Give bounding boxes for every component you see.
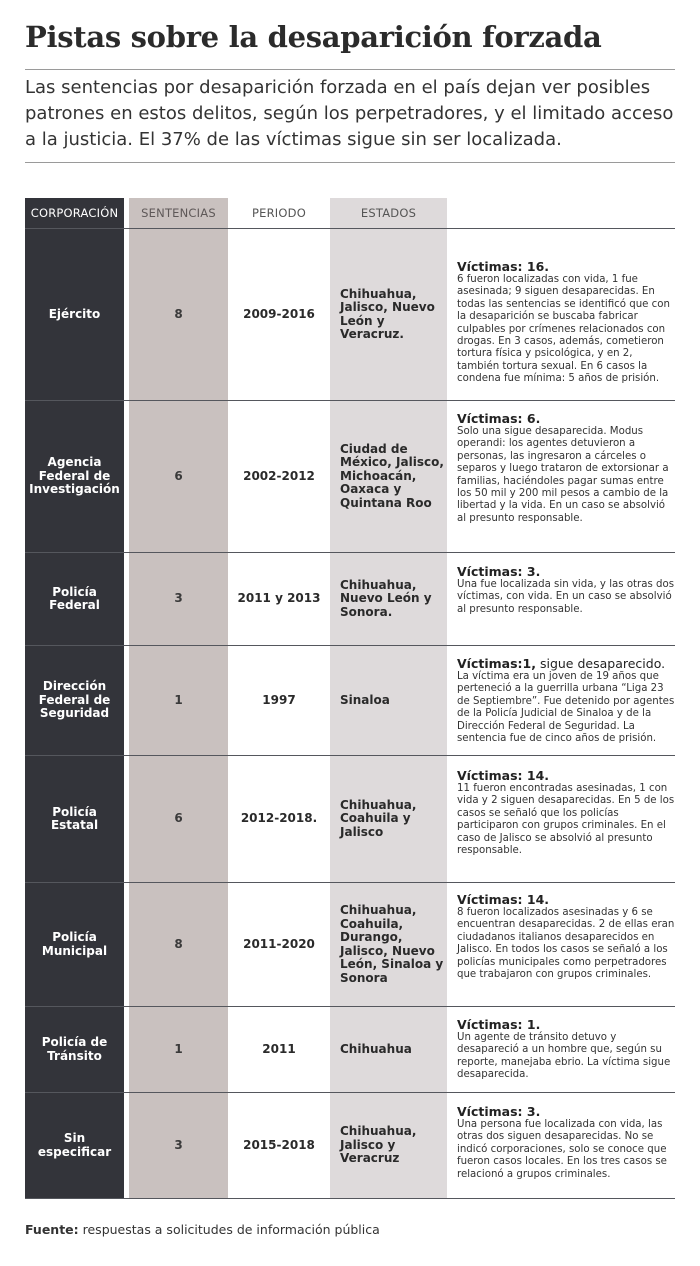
corporacion-cell [25, 883, 124, 1006]
victims-detail-text: 6 fueron localizadas con vida, 1 fue asesinada; 9 siguen desaparecidas. En todas las sentencias se identificó que con la desaparición se buscaba fabricar culpables por crímenes relacionados con drogas. En 3 casos, además, cometieron tortura física y psicológica, y en 2, también tortura sexual. En 6 casos la condena fue mínima: 5 años de prisión. [457, 274, 670, 385]
victims-count [457, 657, 675, 671]
corporacion-cell-text: Policía de Tránsito [41, 1035, 108, 1063]
header-periodo: PERIODO [252, 206, 306, 220]
periodo-cell-text: 2009-2016 [243, 306, 315, 321]
header-corporacion: CORPORACIÓN [30, 206, 119, 220]
sentencias-cell-text: 1 [174, 1041, 183, 1056]
periodo-cell-text: 2015-2018 [243, 1137, 315, 1152]
corporacion-cell [25, 229, 124, 400]
victims-count-label: Víctimas: 6. [457, 411, 541, 426]
estados-cell-text: Chihuahua, Jalisco y Veracruz [340, 1124, 417, 1166]
victims-description [457, 1105, 675, 1181]
corporacion-cell-text: Dirección Federal de Seguridad [38, 679, 111, 721]
sentencias-cell [129, 229, 228, 400]
periodo-cell-text: 2011-2020 [243, 936, 315, 951]
victims-description [457, 412, 675, 525]
header-sentencias: SENTENCIAS [141, 206, 216, 220]
sentencias-cell [129, 401, 228, 552]
victims-count-suffix: sigue desaparecido. [535, 656, 666, 671]
source-text: respuestas a solicitudes de información pública [78, 1222, 380, 1237]
periodo-cell [228, 1093, 330, 1198]
periodo-cell-text: 2002-2012 [243, 468, 315, 483]
victims-description [457, 565, 675, 616]
sentencias-cell-text: 3 [174, 1137, 183, 1152]
sentencias-cell [129, 646, 228, 755]
periodo-cell [228, 553, 330, 645]
estados-cell [340, 756, 447, 882]
source-footer [25, 1222, 380, 1237]
victims-description [457, 260, 675, 386]
victims-count [457, 260, 675, 274]
victims-count-label: Víctimas: 14. [457, 768, 550, 783]
corporacion-cell [25, 1007, 124, 1092]
estados-cell [340, 401, 447, 552]
victims-count-label: Víctimas: 16. [457, 259, 550, 274]
victims-description [457, 1018, 675, 1082]
sentencias-cell [129, 756, 228, 882]
victims-count [457, 565, 675, 579]
victims-count-label: Víctimas: 1. [457, 1017, 541, 1032]
periodo-cell [228, 883, 330, 1006]
periodo-cell-text: 1997 [262, 692, 296, 707]
victims-detail-text: La víctima era un joven de 19 años que perteneció a la guerrilla urbana “Liga 23 de Septiembre”. Fue detenido por agentes de la Policía Judicial de Sinaloa y de la Dirección Federal de Seguridad. La sentencia fue de cinco años de prisión. [457, 671, 675, 745]
estados-cell-text: Ciudad de México, Jalisco, Michoacán, Oaxaca y Quintana Roo [340, 441, 444, 510]
estados-cell-text: Chihuahua, Coahuila, Durango, Jalisco, Nuevo León, Sinaloa y Sonora [340, 903, 444, 985]
victims-count [457, 1018, 675, 1032]
estados-cell-text: Chihuahua, Jalisco, Nuevo León y Veracruz. [340, 286, 435, 341]
sentencias-cell-text: 6 [174, 811, 183, 826]
victims-detail-text: Solo una sigue desaparecida. Modus operandi: los agentes detuvieron a personas, las ingresaron a cárceles o separos y luego trataron de extorsionar a familias, haciéndoles pagar sumas entre los 50 mil y 200 mil pesos a cambio de la libertad y la vida. En un caso se absolvió al presunto responsable. [457, 426, 669, 524]
victims-description [457, 769, 675, 857]
intro-paragraph: Las sentencias por desaparición forzada en el país dejan ver posibles patrones en estos delitos, según los perpetradores, y el limitado acceso a la justicia. El 37% de las víctimas sigue sin ser localizada. [25, 77, 674, 150]
estados-cell [340, 553, 447, 645]
estados-cell [340, 646, 447, 755]
victims-detail-text: Una persona fue localizada con vida, las otras dos siguen desaparecidas. No se indicó corporaciones, solo se conoce que fueron casos locales. En los tres casos se relacionó a grupos criminales. [457, 1119, 667, 1180]
sentencias-cell-text: 1 [174, 692, 183, 707]
corporacion-cell-text: Policía Municipal [41, 930, 108, 958]
sentencias-cell [129, 553, 228, 645]
victims-detail-text: Una fue localizada sin vida, y las otras dos víctimas, con vida. En un caso se absolvió al presunto responsable. [457, 579, 675, 615]
periodo-cell [228, 756, 330, 882]
corporacion-cell-text: Policía Estatal [50, 804, 99, 832]
victims-count-label: Víctimas: 3. [457, 564, 541, 579]
periodo-cell [228, 229, 330, 400]
periodo-cell-text: 2012-2018. [240, 811, 318, 826]
periodo-cell-text: 2011 y 2013 [237, 591, 321, 606]
page-title: Pistas sobre la desaparición forzada [25, 20, 602, 54]
periodo-cell [228, 401, 330, 552]
sentencias-cell-text: 8 [174, 306, 183, 321]
victims-count [457, 1105, 675, 1119]
corporacion-cell-text: Policía Federal [49, 584, 100, 612]
corporacion-cell [25, 401, 124, 552]
sentencias-cell [129, 1007, 228, 1092]
estados-cell [340, 1007, 447, 1092]
corporacion-cell-text: Ejército [48, 306, 101, 321]
victims-detail-text: 11 fueron encontradas asesinadas, 1 con vida y 2 siguen desaparecidas. En 5 de los casos se señaló que los policías participaron con grupos criminales. En el caso de Jalisco se absolvió al presunto responsable. [457, 783, 675, 857]
title-divider [25, 69, 675, 70]
sentencias-cell-text: 8 [174, 936, 183, 951]
sentencias-cell [129, 1093, 228, 1198]
estados-cell [340, 883, 447, 1006]
source-label: Fuente: [25, 1222, 79, 1237]
row-divider [25, 1198, 675, 1199]
sentencias-cell [129, 883, 228, 1006]
victims-count [457, 412, 675, 426]
periodo-cell [228, 646, 330, 755]
corporacion-cell-text: Sin especificar [37, 1131, 112, 1159]
estados-cell-text: Chihuahua, Coahuila y Jalisco [340, 797, 417, 839]
victims-count [457, 769, 675, 783]
intro-divider [25, 162, 675, 163]
estados-cell [340, 229, 447, 400]
victims-detail-text: 8 fueron localizados asesinadas y 6 se encuentran desaparecidas. 2 de ellas eran ciudadanos italianos desaparecidos en Jalisco. En todos los casos se señaló a los policías municipales como perpetradores que trabajaron con grupos criminales. [457, 907, 675, 981]
victims-count-label: Víctimas: 14. [457, 892, 550, 907]
victims-detail-text: Un agente de tránsito detuvo y desapareció a un hombre que, según su reporte, manejaba ebrio. La víctima sigue desaparecida. [457, 1032, 671, 1081]
periodo-cell [228, 1007, 330, 1092]
corporacion-cell [25, 756, 124, 882]
victims-count [457, 893, 675, 907]
corporacion-cell [25, 553, 124, 645]
estados-cell [340, 1093, 447, 1198]
estados-cell-text: Sinaloa [340, 692, 390, 707]
victims-count-label: Víctimas:1, [457, 656, 536, 671]
victims-description [457, 893, 675, 981]
sentencias-cell-text: 3 [174, 591, 183, 606]
sentencias-cell-text: 6 [174, 468, 183, 483]
periodo-cell-text: 2011 [262, 1041, 296, 1056]
corporacion-cell-text: Agencia Federal de Investigación [29, 455, 120, 497]
header-estados: ESTADOS [360, 206, 417, 220]
victims-count-label: Víctimas: 3. [457, 1104, 541, 1119]
estados-cell-text: Chihuahua, Nuevo León y Sonora. [340, 577, 432, 619]
corporacion-cell [25, 1093, 124, 1198]
victims-description [457, 657, 675, 745]
estados-cell-text: Chihuahua [340, 1041, 412, 1056]
corporacion-cell [25, 646, 124, 755]
